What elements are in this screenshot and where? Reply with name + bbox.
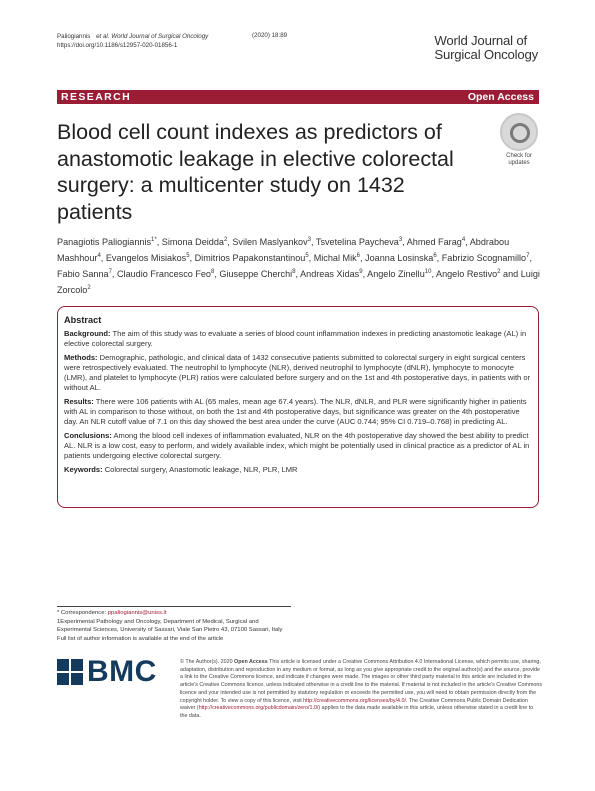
abstract-background: Background: The aim of this study was to evaluate a series of blood count inflammation indexes in predicting anastomotic leakage (AL) in elective colorectal surgery. <box>64 329 527 349</box>
paper-title: Blood cell count indexes as predictors of anastomotic leakage in elective colorectal surgery: a multicenter study on 1432 patients <box>57 120 454 224</box>
article-type: RESEARCH <box>61 91 132 103</box>
open-access-label: Open Access <box>467 91 534 103</box>
abstract-keywords: Keywords: Colorectal surgery, Anastomotic leakage, NLR, PLR, LMR <box>64 464 298 474</box>
research-banner <box>57 90 539 104</box>
abstract-box <box>57 306 539 508</box>
author-list: Panagiotis Paliogiannis$^{1*}$, Simona Deidda$^2$, Svilen Maslyankov$^3$, Tsvetelina Paycheva$^3$, Ahmed Farag$^4$, Abdrabou Mashhour$^4$, Evangelos Misiakos$^5$, Dimitrios Papakonstantinou$^5$, Michal Mik$^6$, Joanna Losinska$^6$, Fabrizio Scognamillo$^7$, Fabio Sanna$^7$, Claudio Francesco Feo$^8$, Giuseppe Cherchi$^8$, Andreas Xidas$^9$, Angelo Zinellu$^{10}$, Angelo Restivo$^2$ and Luigi Zorcolo$^2$ <box>57 237 540 296</box>
logo-square-4 <box>71 673 83 685</box>
doi-link[interactable]: https://doi.org/10.1186/s12957-020-01856-1 <box>57 42 178 49</box>
crossmark-label: Check for updates <box>506 153 532 166</box>
journal-name: World Journal of Surgical Oncology <box>434 33 538 62</box>
cc0-link[interactable]: http://creativecommons.org/publicdomain/zero/1.0/ <box>198 705 319 712</box>
footnote-divider <box>57 606 291 607</box>
logo-square-1 <box>57 659 69 671</box>
abstract-results: Results: There were 106 patients with AL (65 males, mean age 67.4 years). The NLR, dNLR, and PLR were significantly higher in patients with AL in comparison to those without, on both the 1st and 4th postoperative days, but significance was greater on the 4th postoperative day. An NLR cutoff value of 7.1 on this day showed the best area under the curve (AUC 0.744; 95% CI 0.719–0.768) in predicting AL. <box>64 396 527 427</box>
crossmark-icon <box>500 113 538 151</box>
logo-text: BMC <box>87 655 157 688</box>
abstract-conclusions: Conclusions: Among the blood cell indexes of inflammation evaluated, NLR on the 4th postoperative day showed the best ability to predict AL. NLR is a low cost, easy to perform, and widely available index, which might be potentially used in clinical practice as a predictor of AL in patients undergoing elective colorectal surgery. <box>64 430 530 461</box>
header-authors: Paliogiannis et al. World Journal of Surgical Oncology <box>57 33 209 40</box>
running-header <box>57 32 212 50</box>
logo-square-3 <box>57 673 69 685</box>
correspondence-footnote: * Correspondence: ppaliogiannis@uniss.it 1Experimental Pathology and Oncology, Department of Medical, Surgical and Experimental Sciences, University of Sassari, Viale San Pietro 43, 07100 Sassari, Italy Full list of author information is available at the end of the article <box>57 606 291 643</box>
affiliation: 1Experimental Pathology and Oncology, Department of Medical, Surgical and Experimental Sciences, University of Sassari, Viale San Pietro 43, 07100 Sassari, Italy <box>57 618 283 634</box>
author-info-note: Full list of author information is available at the end of the article <box>57 635 224 642</box>
header-year: (2020) 18:89 <box>252 32 288 39</box>
check-for-updates-badge[interactable] <box>500 113 538 167</box>
bmc-logo <box>57 657 165 687</box>
abstract-methods: Methods: Demographic, pathologic, and clinical data of 1432 consecutive patients submitted to colorectal surgery in eight surgical centers were retrospectively evaluated. The neutrophil to lymphocyte (NLR), derived neutrophil to lymphocyte (dNLR), lymphocyte to monocyte (LMR), and platelet to lymphocyte (PLR) ratios were calculated before surgery and on the 1st and 4th postoperative days, in patients with or without AL. <box>64 352 531 393</box>
license-text: © The Author(s). 2020 Open Access This article is licensed under a Creative Commons Attribution 4.0 International License, which permits use, sharing, adaptation, distribution and reproduction in any medium or format, as long as you give appropriate credit to the original author(s) and the source, provide a link to the Creative Commons licence, and indicate if changes were made. The images or other third party material in this article are included in the article's Creative Commons licence, unless indicated otherwise in a credit line to the material. If material is not included in the article's Creative Commons licence and your intended use is not permitted by statutory regulation or exceeds the permitted use, you will need to obtain permission directly from the copyright holder. To view a copy of this licence, visit http://creativecommons.org/licenses/by/4.0/. The Creative Commons Public Domain Dedication waiver (http://creativecommons.org/publicdomain/zero/1.0/) applies to the data made available in this article, unless otherwise stated in a credit line to the data. <box>180 659 543 719</box>
license-link[interactable]: http://creativecommons.org/licenses/by/4.0/ <box>303 697 406 704</box>
logo-square-2 <box>71 659 83 671</box>
email-link[interactable]: ppaliogiannis@uniss.it <box>107 610 167 616</box>
abstract-heading: Abstract <box>64 315 102 325</box>
